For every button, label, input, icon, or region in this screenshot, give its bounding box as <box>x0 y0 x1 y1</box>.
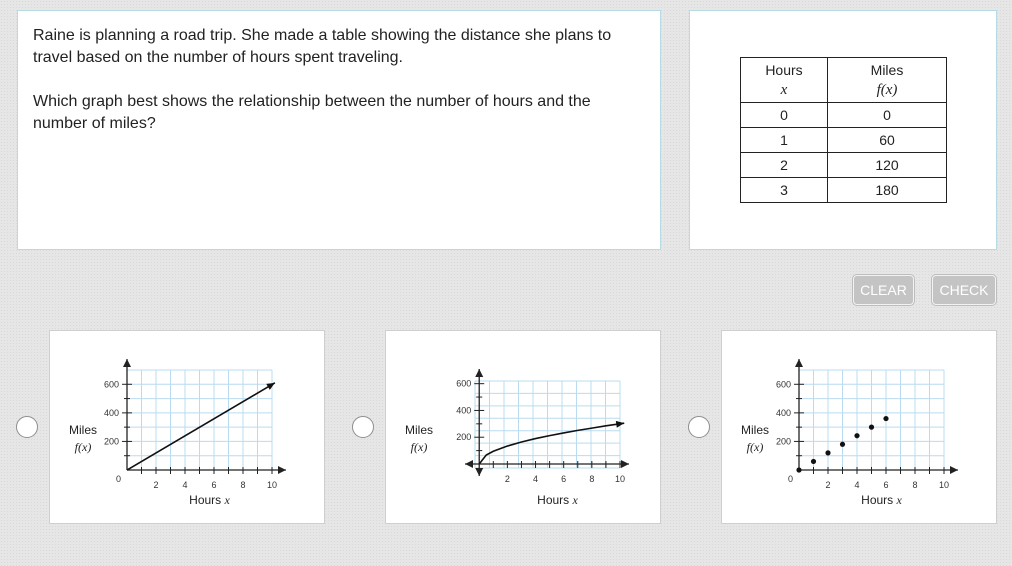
x-axis-left-arrow <box>465 460 473 468</box>
table-cell-hours: 1 <box>741 128 828 153</box>
graph-grid <box>475 381 620 468</box>
table-panel <box>689 10 997 250</box>
data-point <box>840 442 845 447</box>
y-axis-down-arrow <box>475 468 483 476</box>
radio-choice-b[interactable] <box>352 416 374 438</box>
radio-choice-c[interactable] <box>688 416 710 438</box>
x-tick-label: 8 <box>240 480 246 490</box>
hours-miles-table <box>740 57 947 203</box>
x-tick-label: 10 <box>614 473 626 484</box>
table-cell-miles: 60 <box>828 128 947 153</box>
x-axis-arrow <box>621 460 629 468</box>
y-tick-label: 200 <box>456 432 472 443</box>
clear-button[interactable]: CLEAR <box>853 275 914 305</box>
y-tick-label: 400 <box>456 405 472 416</box>
x-tick-label: 4 <box>533 473 539 484</box>
y-tick-label: 600 <box>103 379 119 390</box>
y-tick-label: 200 <box>775 436 791 447</box>
y-tick-label: 400 <box>103 407 119 418</box>
y-axis-title: Miles <box>740 423 770 437</box>
data-point <box>825 450 830 455</box>
y-axis-var: f(x) <box>74 440 92 454</box>
table-cell-hours: 3 <box>741 178 828 203</box>
table-cell-hours: 2 <box>741 153 828 178</box>
x-tick-label: 10 <box>938 480 950 490</box>
answer-choice-c[interactable] <box>721 330 997 524</box>
check-button[interactable]: CHECK <box>932 275 996 305</box>
x-axis-arrow <box>950 466 958 474</box>
radio-choice-a[interactable] <box>16 416 38 438</box>
hours-header <box>741 58 828 103</box>
x-axis-title: Hours x <box>189 493 230 507</box>
origin-label: 0 <box>787 474 793 484</box>
origin-label: 0 <box>115 474 121 484</box>
graph-choice-b <box>386 331 662 525</box>
x-tick-label: 8 <box>912 480 918 490</box>
miles-header <box>828 58 947 103</box>
y-tick-label: 400 <box>775 407 791 418</box>
table-cell-miles: 180 <box>828 178 947 203</box>
data-point <box>796 467 801 472</box>
y-tick-label: 600 <box>456 378 472 389</box>
x-tick-label: 2 <box>504 473 510 484</box>
y-tick-label: 200 <box>103 436 119 447</box>
x-axis-var: x <box>224 493 230 507</box>
miles-header-label: Miles <box>870 61 904 78</box>
question-text: Raine is planning a road trip. She made a table showing the distance she plans to travel based on the number of hours spent traveling. <box>33 27 612 66</box>
x-axis-arrow <box>278 466 286 474</box>
graph-choice-a <box>50 331 326 525</box>
graph-grid <box>799 370 944 470</box>
x-axis-title: Hours x <box>537 493 578 507</box>
y-axis-var: f(x) <box>410 440 428 454</box>
table-cell-miles: 0 <box>828 103 947 128</box>
y-axis-arrow <box>475 369 483 377</box>
x-tick-label: 8 <box>589 473 595 484</box>
y-axis-title: Miles <box>68 423 98 437</box>
table-cell-miles: 120 <box>828 153 947 178</box>
table-row <box>741 103 947 128</box>
y-axis-var: f(x) <box>746 440 764 454</box>
y-axis-arrow <box>123 359 131 367</box>
graph-grid <box>127 370 272 470</box>
graph-choice-c <box>722 331 998 525</box>
x-tick-label: 2 <box>153 480 159 490</box>
series-line <box>127 383 275 470</box>
miles-header-var: f(x) <box>876 81 898 98</box>
hours-header-var: x <box>780 81 788 98</box>
x-tick-label: 4 <box>854 480 860 490</box>
x-tick-label: 10 <box>266 480 278 490</box>
x-tick-label: 6 <box>561 473 567 484</box>
x-axis-title: Hours x <box>861 493 902 507</box>
y-axis-arrow <box>795 359 803 367</box>
x-axis-var: x <box>896 493 902 507</box>
table-row <box>741 128 947 153</box>
question-prompt: Which graph best shows the relationship between the number of hours and the number of miles? <box>33 93 591 132</box>
answer-choice-a[interactable] <box>49 330 325 524</box>
table-row <box>741 153 947 178</box>
x-tick-label: 6 <box>211 480 217 490</box>
x-tick-label: 6 <box>883 480 889 490</box>
data-point <box>883 416 888 421</box>
x-tick-label: 4 <box>182 480 188 490</box>
table-cell-hours: 0 <box>741 103 828 128</box>
answer-choice-b[interactable] <box>385 330 661 524</box>
data-point <box>811 459 816 464</box>
y-axis-title: Miles <box>404 423 434 437</box>
table-row <box>741 178 947 203</box>
x-tick-label: 2 <box>825 480 831 490</box>
question-panel <box>17 10 661 250</box>
data-point <box>869 425 874 430</box>
x-axis-var: x <box>572 493 578 507</box>
data-point <box>854 433 859 438</box>
table-header-row <box>741 58 947 103</box>
y-tick-label: 600 <box>775 379 791 390</box>
hours-header-label: Hours <box>765 61 803 78</box>
